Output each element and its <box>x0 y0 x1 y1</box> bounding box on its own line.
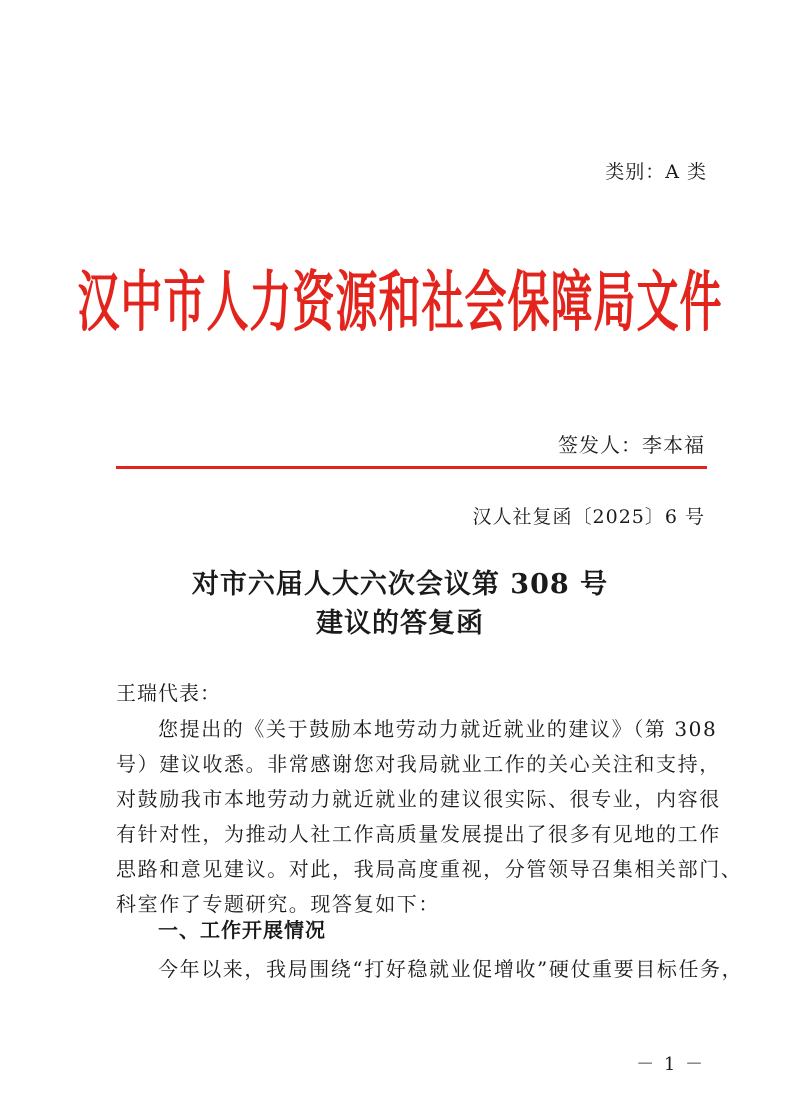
category-label: 类别：A 类 <box>605 161 707 183</box>
red-divider <box>116 466 707 469</box>
body-line: 科室作了专题研究。现答复如下： <box>116 892 440 916</box>
document-title-line-2: 建议的答复函 <box>316 608 484 639</box>
salutation: 王瑞代表： <box>116 681 221 705</box>
body-line: 今年以来，我局围绕“打好稳就业促增收”硬仗重要目标任务， <box>158 957 744 981</box>
section-heading: 一、工作开展情况 <box>158 918 326 942</box>
document-title-line-1: 对市六届人大六次会议第 308 号 <box>191 569 609 600</box>
signer-line: 签发人：李本福 <box>558 433 705 457</box>
body-line: 有针对性，为推动人社工作高质量发展提出了很多有见地的工作 <box>116 822 721 846</box>
page-number: － 1 － <box>636 1054 705 1075</box>
body-line: 对鼓励我市本地劳动力就近就业的建议很实际、很专业，内容很 <box>116 787 721 811</box>
body-line: 号）建议收悉。非常感谢您对我局就业工作的关心关注和支持， <box>116 752 721 776</box>
body-line: 您提出的《关于鼓励本地劳动力就近就业的建议》（第 308 <box>158 717 718 741</box>
document-number: 汉人社复函〔2025〕6 号 <box>472 506 705 528</box>
body-line: 思路和意见建议。对此，我局高度重视，分管领导召集相关部门、 <box>116 857 743 881</box>
organization-header <box>0 263 800 340</box>
organization-title: 汉中市人力资源和社会保障局文件 <box>77 263 723 340</box>
